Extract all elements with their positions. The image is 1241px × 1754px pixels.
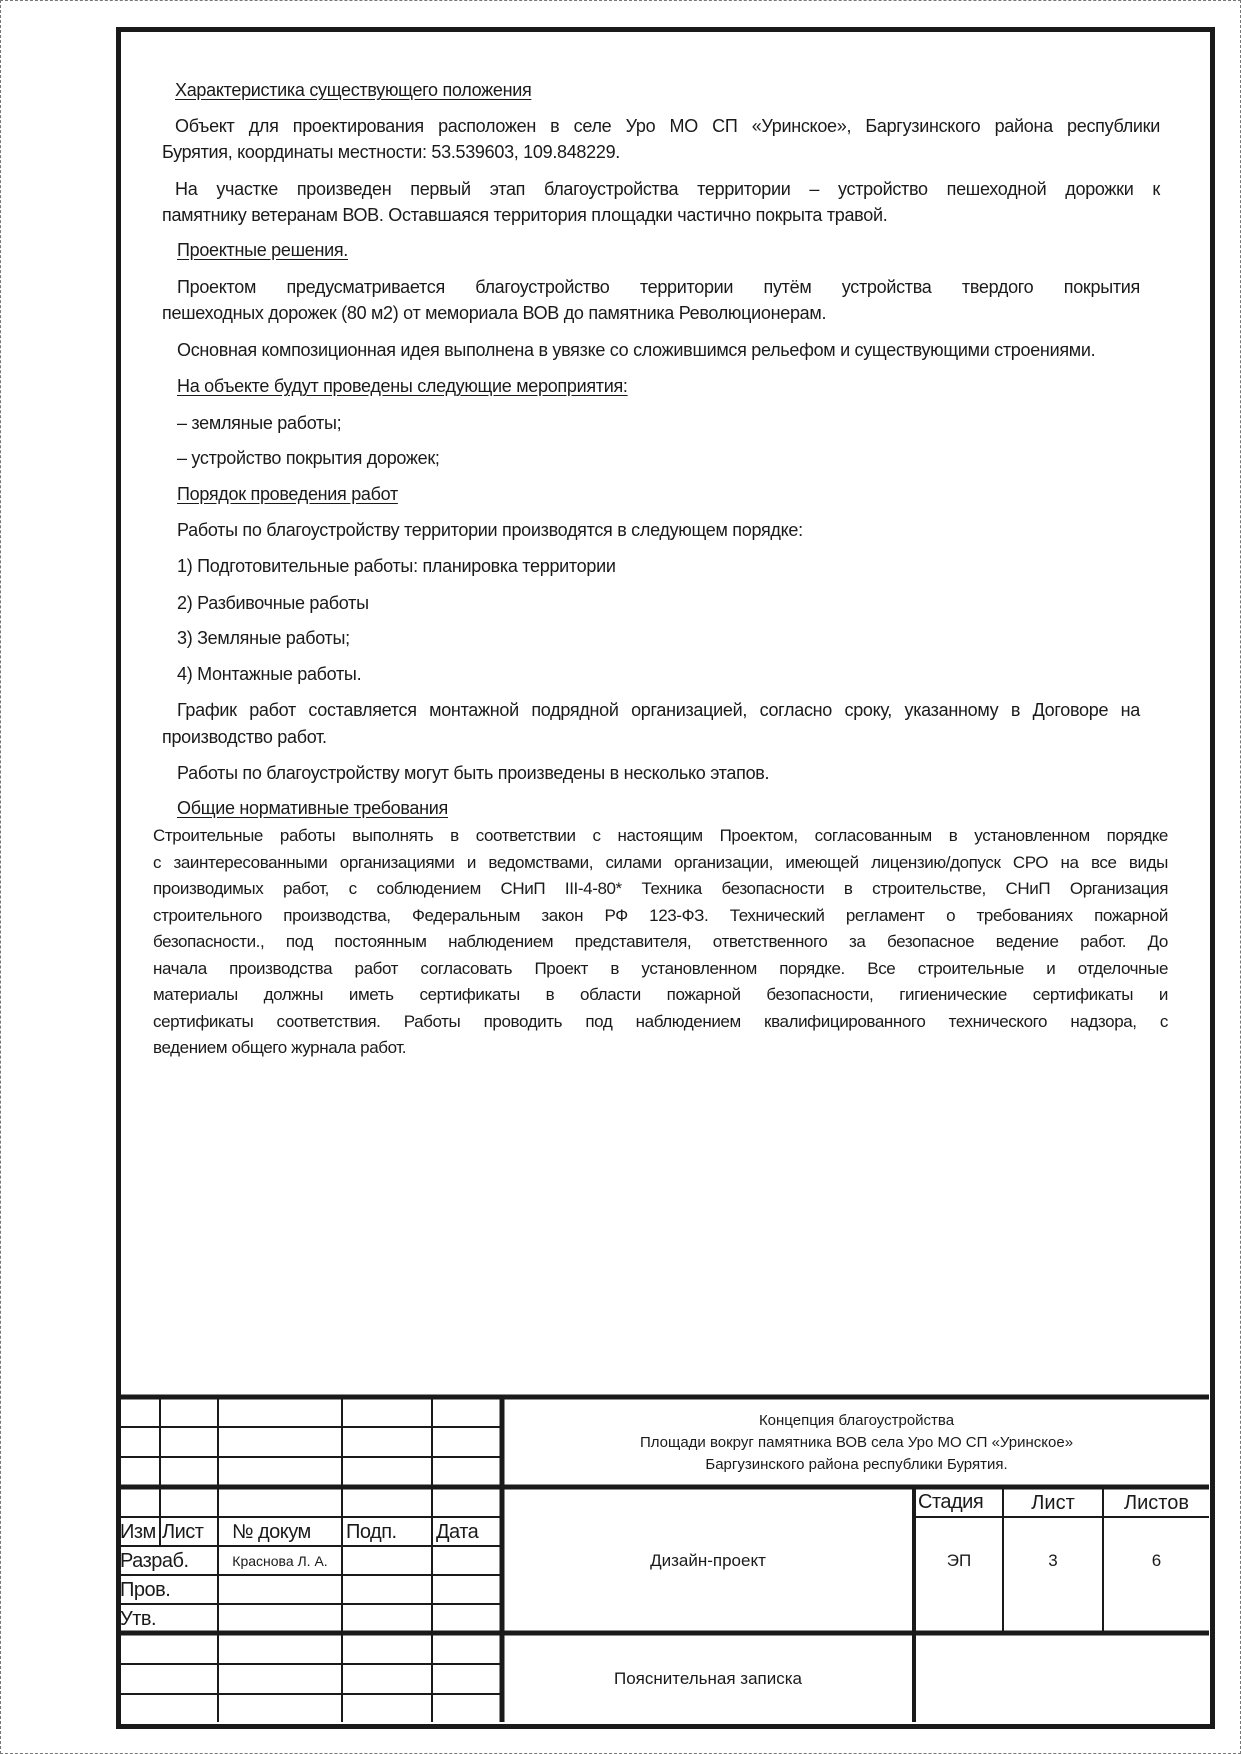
paragraph-line: График работ составляется монтажной подрядной организацией, согласно сроку, указанному в Договоре на <box>177 700 1140 720</box>
list-item: – земляные работы; <box>177 413 342 433</box>
project-title <box>504 1410 1209 1476</box>
project-title-line: Концепция благоустройства <box>758 1412 955 1429</box>
project-type: Дизайн-проект <box>650 1551 766 1570</box>
list-item: 3) Земляные работы; <box>177 628 350 648</box>
paragraph-line: Строительные работы выполнять в соответствии с настоящим Проектом, согласованным в установленном порядке <box>153 826 1168 845</box>
paragraph-line: Основная композиционная идея выполнена в увязке со сложившимся рельефом и существующими строениями. <box>177 340 1096 360</box>
paragraph-line: Работы по благоустройству территории производятся в следующем порядке: <box>177 520 803 540</box>
list-item: 2) Разбивочные работы <box>177 593 369 613</box>
list-item: – устройство покрытия дорожек; <box>177 448 440 468</box>
heading-order: Порядок проведения работ <box>177 484 398 504</box>
paragraph-line: Работы по благоустройству могут быть произведены в несколько этапов. <box>177 763 770 783</box>
role-approver: Утв. <box>120 1608 157 1630</box>
stage-value: ЭП <box>946 1551 972 1570</box>
sheets-label: Листов <box>1124 1492 1189 1514</box>
document-name: Пояснительная записка <box>613 1668 802 1688</box>
paragraph-line: материалы должны иметь сертификаты в области пожарной безопасности, гигиенические сертификаты и <box>153 985 1168 1004</box>
sheet-label: Лист <box>1031 1492 1075 1514</box>
project-title-line: Площади вокруг памятника ВОВ села Уро МО СП «Уринское» <box>639 1434 1074 1451</box>
heading-measures: На объекте будут проведены следующие мероприятия: <box>177 376 628 396</box>
paragraph-line: производство работ. <box>162 727 327 747</box>
paragraph-line: сертификаты соответствия. Работы проводить под наблюдением квалифицированного технического надзора, с <box>153 1012 1168 1031</box>
list-item: 1) Подготовительные работы: планировка территории <box>177 556 616 576</box>
paragraph-line: Проектом предусматривается благоустройство территории путём устройства твердого покрытия <box>177 277 1140 297</box>
role-checker: Пров. <box>120 1579 171 1601</box>
paragraph-line: с заинтересованными организациями и ведомствами, силами организации, имеющей лицензию/допуск СРО на все виды <box>153 853 1168 872</box>
col-header-list: Лист <box>162 1521 204 1543</box>
paragraph-line: ведением общего журнала работ. <box>153 1038 407 1057</box>
developer-name: Краснова Л. А. <box>232 1553 328 1569</box>
col-header-izm: Изм <box>120 1521 156 1543</box>
paragraph-line: На участке произведен первый этап благоустройства территории – устройство пешеходной дорожки к <box>175 179 1160 199</box>
col-header-sign: Подп. <box>346 1521 397 1543</box>
col-header-doc: № докум <box>232 1521 311 1543</box>
heading-existing: Характеристика существующего положения <box>175 80 532 100</box>
project-title-line: Баргузинского района республики Бурятия. <box>705 1456 1008 1473</box>
sheet-value: 3 <box>1048 1551 1058 1570</box>
col-header-date: Дата <box>436 1521 479 1543</box>
paragraph-line: Бурятия, координаты местности: 53.539603, 109.848229. <box>162 142 620 162</box>
paragraph-line: памятнику ветеранам ВОВ. Оставшаяся территория площадки частично покрыта травой. <box>162 205 888 225</box>
paragraph-line: строительного производства, Федеральным закон РФ 123-ФЗ. Технический регламент о требованиях пожарной <box>153 906 1168 925</box>
paragraph-line: начала производства работ согласовать Проект в установленном порядке. Все строительные и отделочные <box>153 959 1168 978</box>
paragraph-line: производимых работ, с соблюдением СНиП III-4-80* Техника безопасности в строительстве, СНиП Организация <box>153 879 1168 898</box>
heading-solutions: Проектные решения. <box>177 240 348 260</box>
paragraph-line: безопасности., под постоянным наблюдением представителя, ответственного за безопасное ведение работ. До <box>153 932 1168 951</box>
role-developer: Разраб. <box>120 1550 189 1572</box>
stage-label: Стадия <box>918 1491 984 1513</box>
paragraph-line: пешеходных дорожек (80 м2) от мемориала ВОВ до памятника Революционерам. <box>162 303 827 323</box>
sheets-value: 6 <box>1151 1551 1162 1570</box>
paragraph-line: Объект для проектирования расположен в селе Уро МО СП «Уринское», Баргузинского района республики <box>175 116 1160 136</box>
list-item: 4) Монтажные работы. <box>177 664 362 684</box>
heading-norms: Общие нормативные требования <box>177 798 448 818</box>
